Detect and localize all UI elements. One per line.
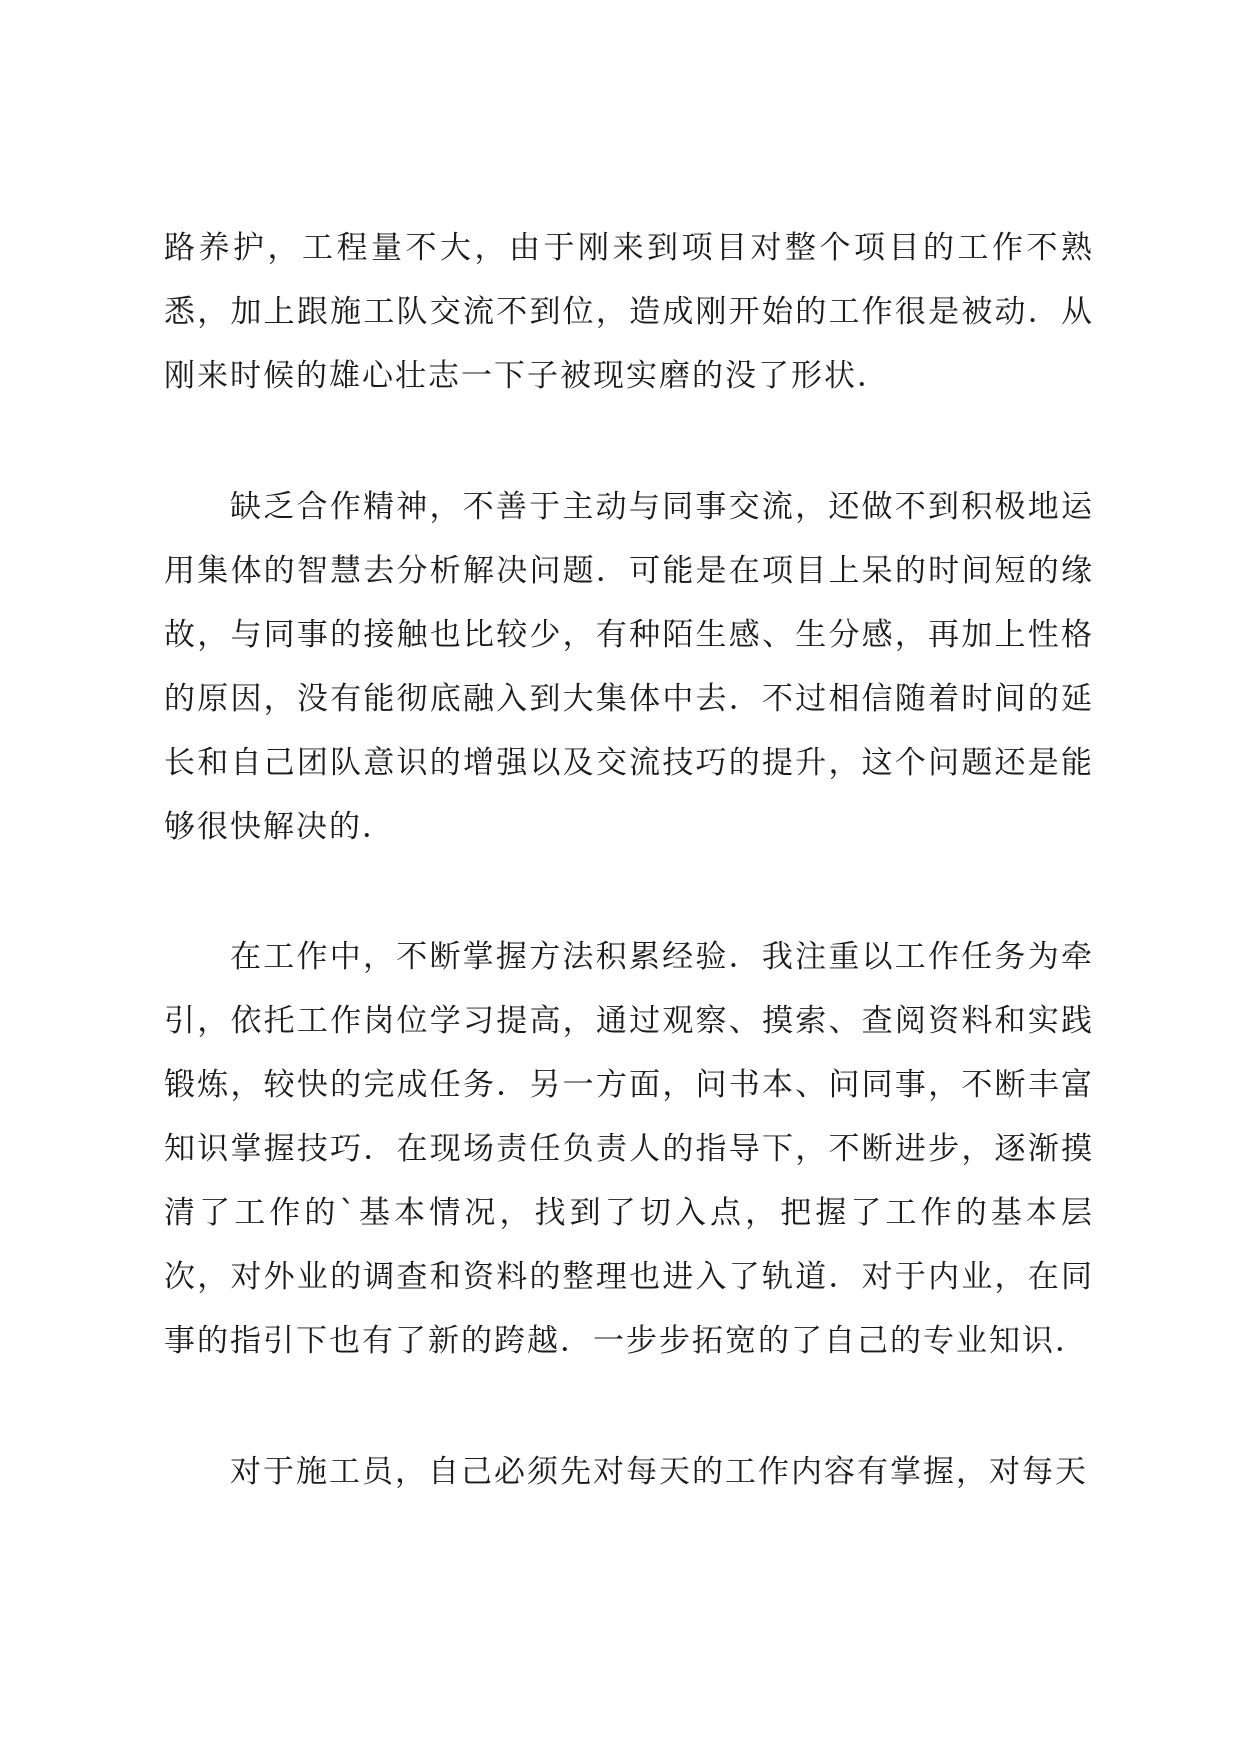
paragraph-3-block — [164, 925, 1094, 1373]
paragraph-1-block — [164, 216, 1094, 408]
paragraph-2: 缺乏合作精神，不善于主动与同事交流，还做不到积极地运用集体的智慧去分析解决问题．可能是在项目上呆的时间短的缘故，与同事的接触也比较少，有种陌生感、生分感，再加上性格的原因，没有能彻底融入到大集体中去．不过相信随着时间的延长和自己团队意识的增强以及交流技巧的提升，这个问题还是能够很快解决的． — [164, 489, 1094, 845]
paragraph-1: 路养护，工程量不大，由于刚来到项目对整个项目的工作不熟悉，加上跟施工队交流不到位，造成刚开始的工作很是被动．从刚来时候的雄心壮志一下子被现实磨的没了形状． — [164, 230, 1094, 394]
paragraph-4-block — [164, 1440, 1094, 1504]
paragraph-3: 在工作中，不断掌握方法积累经验．我注重以工作任务为牵引，依托工作岗位学习提高，通过观察、摸索、查阅资料和实践锻炼，较快的完成任务．另一方面，问书本、问同事，不断丰富知识掌握技巧．在现场责任负责人的指导下，不断进步，逐渐摸清了工作的`基本情况，找到了切入点，把握了工作的基本层次，对外业的调查和资料的整理也进入了轨道．对于内业，在同事的指引下也有了新的跨越．一步步拓宽的了自己的专业知识． — [164, 939, 1094, 1359]
paragraph-2-block — [164, 475, 1094, 859]
paragraph-4: 对于施工员，自己必须先对每天的工作内容有掌握，对每天 — [230, 1454, 1088, 1490]
